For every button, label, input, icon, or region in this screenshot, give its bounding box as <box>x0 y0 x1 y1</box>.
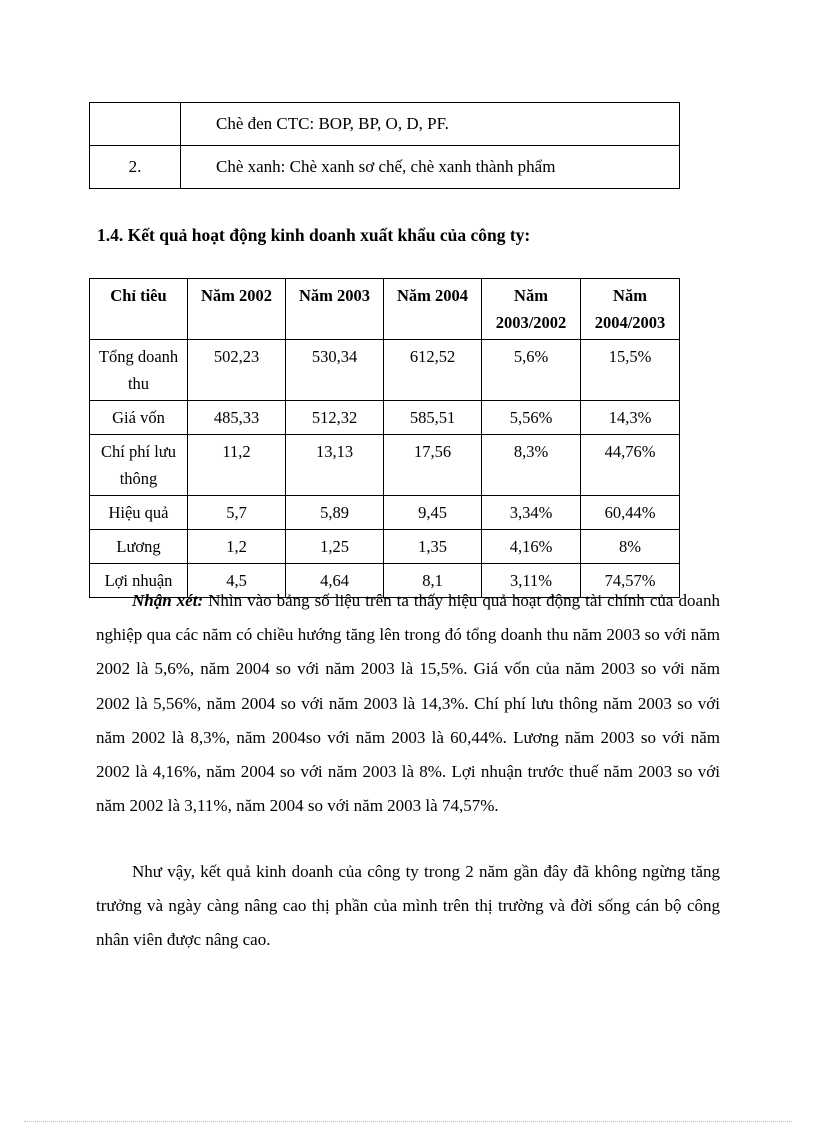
column-header: Năm 2003 <box>286 279 384 340</box>
table-row <box>90 340 680 401</box>
column-header: Năm 2004/2003 <box>581 279 680 340</box>
section-heading: 1.4. Kết quả hoạt động kinh doanh xuất khẩu của công ty: <box>97 225 531 245</box>
table-row <box>90 146 680 189</box>
table-row <box>90 496 680 530</box>
value-cell: 5,89 <box>286 496 384 530</box>
value-cell: 1,2 <box>188 530 286 564</box>
table-row <box>90 530 680 564</box>
value-cell: 5,56% <box>482 401 581 435</box>
value-cell: 612,52 <box>384 340 482 401</box>
value-cell: 8% <box>581 530 680 564</box>
row-number: 2. <box>90 146 181 189</box>
value-cell: 15,5% <box>581 340 680 401</box>
value-cell: 5,7 <box>188 496 286 530</box>
value-cell: 3,34% <box>482 496 581 530</box>
value-cell: 9,45 <box>384 496 482 530</box>
value-cell: 14,3% <box>581 401 680 435</box>
value-cell: 530,34 <box>286 340 384 401</box>
value-cell: 1,35 <box>384 530 482 564</box>
indicator-cell: Giá vốn <box>90 401 188 435</box>
value-cell: 13,13 <box>286 435 384 496</box>
column-header: Năm 2003/2002 <box>482 279 581 340</box>
value-cell: 502,23 <box>188 340 286 401</box>
table-row <box>90 435 680 496</box>
indicator-cell: Tổng doanh thu <box>90 340 188 401</box>
page-bottom-divider <box>24 1121 792 1122</box>
remark-label: Nhận xét: <box>132 591 204 610</box>
indicator-cell: Chí phí lưu thông <box>90 435 188 496</box>
value-cell: 8,1 <box>384 564 482 598</box>
conclusion-paragraph: Như vậy, kết quả kinh doanh của công ty trong 2 năm gần đây đã không ngừng tăng trưởng và ngày càng nâng cao thị phần của mình trên thị trường và đời sống cán bộ công nhân viên được nâng cao. <box>96 862 720 950</box>
value-cell: 17,56 <box>384 435 482 496</box>
value-cell: 4,64 <box>286 564 384 598</box>
value-cell: 4,16% <box>482 530 581 564</box>
indicator-cell: Lương <box>90 530 188 564</box>
analysis-paragraph <box>96 584 720 823</box>
value-cell: 585,51 <box>384 401 482 435</box>
table-header-row <box>90 279 680 340</box>
indicator-cell: Lợi nhuận <box>90 564 188 598</box>
products-table <box>89 102 680 189</box>
value-cell: 44,76% <box>581 435 680 496</box>
value-cell: 4,5 <box>188 564 286 598</box>
value-cell: 5,6% <box>482 340 581 401</box>
indicator-cell: Hiệu quả <box>90 496 188 530</box>
column-header: Năm 2004 <box>384 279 482 340</box>
column-header: Năm 2002 <box>188 279 286 340</box>
remark-text: Nhìn vào bảng số liệu trên ta thấy hiệu quả hoạt động tài chính của doanh nghiệp qua các năm có chiều hướng tăng lên trong đó tổng doanh thu năm 2003 so với năm 2002 là 5,6%, năm 2004 so với năm 2003 là 15,5%. Giá vốn của năm 2003 so với năm 2002 là 5,56%, năm 2004 so với năm 2003 là 14,3%. Chí phí lưu thông năm 2003 so với năm 2002 là 8,3%, năm 2004so với năm 2003 là 60,44%. Lương năm 2003 so với năm 2002 là 4,16%, năm 2004 so với năm 2003 là 8%. Lợi nhuận trước thuế năm 2003 so với năm 2002 là 3,11%, năm 2004 so với năm 2003 là 74,57%. <box>96 591 720 816</box>
table-row <box>90 103 680 146</box>
value-cell: 3,11% <box>482 564 581 598</box>
value-cell: 1,25 <box>286 530 384 564</box>
row-number <box>90 103 181 146</box>
value-cell: 74,57% <box>581 564 680 598</box>
business-results-table <box>89 278 680 598</box>
product-line: Chè đen CTC: BOP, BP, O, D, PF. <box>181 103 680 146</box>
value-cell: 60,44% <box>581 496 680 530</box>
value-cell: 8,3% <box>482 435 581 496</box>
value-cell: 512,32 <box>286 401 384 435</box>
value-cell: 485,33 <box>188 401 286 435</box>
value-cell: 11,2 <box>188 435 286 496</box>
product-line: Chè xanh: Chè xanh sơ chế, chè xanh thành phẩm <box>181 146 680 189</box>
column-header: Chỉ tiêu <box>90 279 188 340</box>
table-row <box>90 401 680 435</box>
